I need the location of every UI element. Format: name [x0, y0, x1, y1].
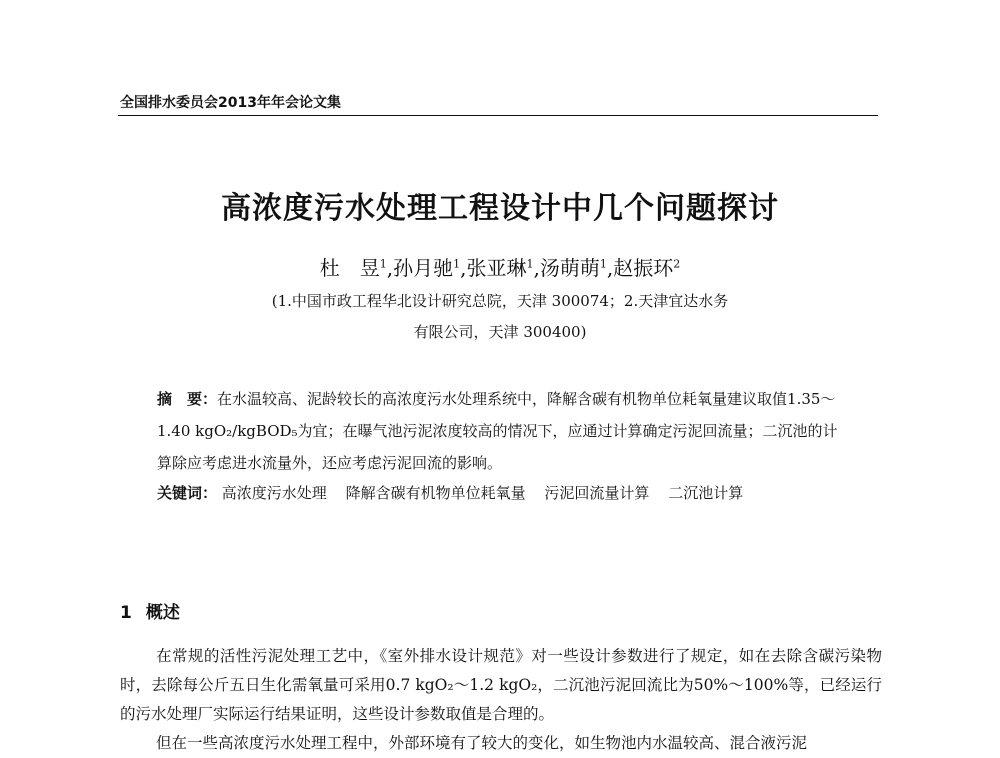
affiliation-line-2: 有限公司，天津 300400)	[413, 323, 587, 341]
section-title: 概述	[145, 603, 180, 623]
abstract-text: 在水温较高、泥龄较长的高浓度污水处理系统中，降解含碳有机物单位耗氧量建议取值1.35～1.40 kgO₂/kgBOD₅为宜；在曝气池污泥浓度较高的情况下，应通过计算确定污泥回流量；二沉池的计算除应考虑进水流量外，还应考虑污泥回流的影响。	[157, 390, 838, 472]
author-name: 赵振环	[613, 256, 674, 280]
keywords	[157, 482, 757, 503]
keyword: 降解含碳有机物单位耗氧量	[345, 484, 526, 502]
body-paragraph: 在常规的活性污泥处理工艺中，《室外排水设计规范》对一些设计参数进行了规定，如在去除含碳污染物时，去除每公斤五日生化需氧量可采用0.7 kgO₂～1.2 kgO₂，二沉池污泥回流比为50%～100%等，已经运行的污水处理厂实际运行结果证明，这些设计参数取值是合理的。	[120, 647, 882, 723]
author-affiliation-mark: 1	[453, 257, 461, 271]
keyword: 高浓度污水处理	[221, 484, 327, 502]
body-text	[120, 642, 882, 758]
author-name: 孙月驰	[393, 256, 454, 280]
author-list: 杜 昱$^1$,孙月驰$^1$,张亚琳$^1$,汤萌萌$^1$,赵振环$^2$	[319, 256, 681, 280]
keywords-label: 关键词：	[157, 484, 218, 502]
keyword: 污泥回流量计算	[544, 484, 650, 502]
header-rule	[118, 115, 878, 116]
author-affiliation-mark: 1	[379, 257, 387, 271]
author-affiliation-mark: 1	[599, 257, 607, 271]
running-head: 全国排水委员会2013年年会论文集	[120, 95, 341, 111]
affiliation-line-1: (1.中国市政工程华北设计研究总院，天津 300074；2.天津宜达水务	[271, 292, 729, 310]
body-paragraph-partial: 但在一些高浓度污水处理工程中，外部环境有了较大的变化，如生物池内水温较高、混合液污泥	[156, 734, 808, 752]
author-name: 杜 昱	[319, 256, 380, 280]
abstract-label: 摘 要：	[157, 390, 218, 408]
section-heading	[120, 598, 180, 623]
author-name: 汤萌萌	[539, 256, 600, 280]
author-affiliation-mark: 1	[526, 257, 534, 271]
abstract	[157, 383, 847, 479]
author-affiliation-mark: 2	[673, 257, 681, 271]
author-name: 张亚琳	[466, 256, 527, 280]
paper-title: 高浓度污水处理工程设计中几个问题探讨	[221, 191, 779, 226]
section-number: 1	[120, 603, 132, 623]
keyword: 二沉池计算	[668, 484, 744, 502]
